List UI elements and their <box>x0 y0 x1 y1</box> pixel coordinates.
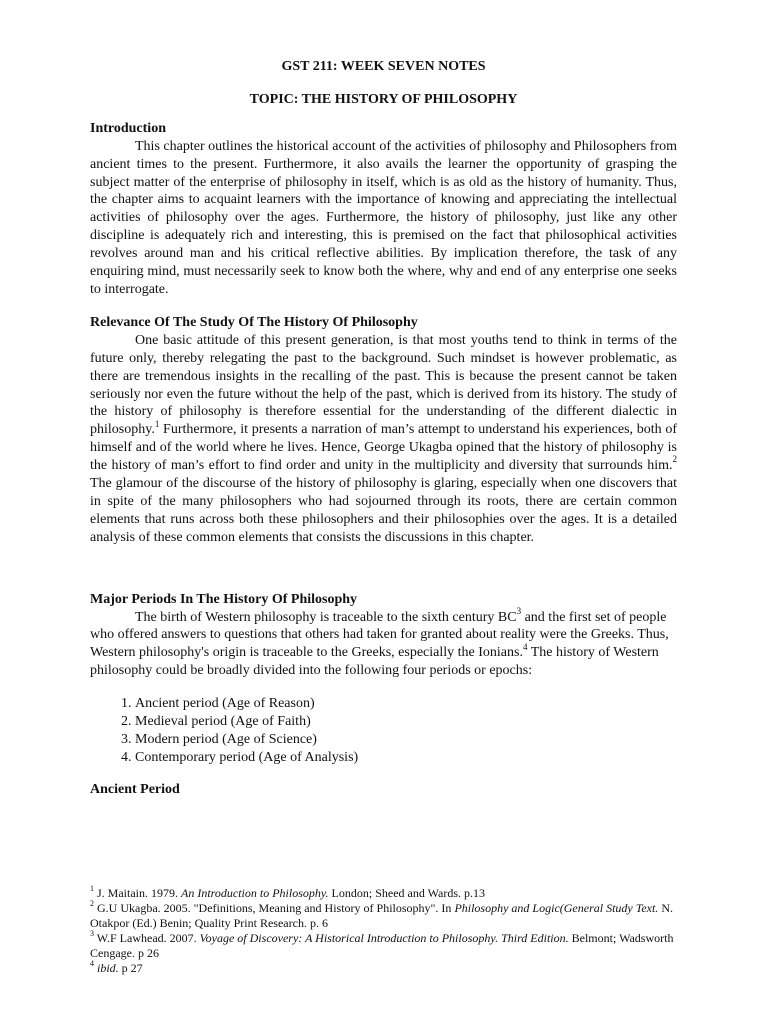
footnote-ref-1[interactable]: 1 <box>154 418 160 429</box>
footnote-ref-2[interactable]: 2 <box>672 454 677 465</box>
course-title: GST 211: WEEK SEVEN NOTES <box>281 59 486 74</box>
footnote-number: 3 <box>90 929 94 938</box>
introduction-heading: Introduction <box>90 120 166 136</box>
footnote-1 <box>90 886 677 901</box>
ancient-period-heading: Ancient Period <box>90 781 180 797</box>
relevance-text-3: The glamour of the discourse of the history of philosophy is glaring, especially when one discovers that in spite of the many philosophers who had sojourned through its roots, there are certain common elements that runs across both these philosophers and their philosophies over the ages. It is a detailed analysis of these common elements that consists the discussions in this chapter. <box>90 476 677 545</box>
major-periods-text-1: The birth of Western philosophy is traceable to the sixth century BC <box>135 609 517 625</box>
footnote-number: 1 <box>90 884 94 893</box>
list-item: 1. Ancient period (Age of Reason) <box>135 695 677 713</box>
major-periods-paragraph <box>90 605 677 681</box>
list-item: 4. Contemporary period (Age of Analysis) <box>135 749 677 767</box>
relevance-text-1: One basic attitude of this present generation, is that most youths tend to think in terms of the future only, thereby relegating the past to the background. Such mindset is however problematic, as there are tremendous insights in the recalling of the past. This is because the present cannot be taken seriously nor even the future without the help of the past, which is derived from its history. The study of the history of philosophy is therefore essential for the understanding of the different dialectic in philosophy. <box>90 332 677 438</box>
footnote-text: W.F Lawhead. 2007. <box>94 931 200 945</box>
footnote-text: J. Maitain. 1979. <box>94 886 181 900</box>
footnote-title: ibid. <box>97 961 119 975</box>
footnote-text: London; Sheed and Wards. p.13 <box>328 886 486 900</box>
footnote-text: N. Otakpor (Ed.) Benin; Quality Print Research. p. 6 <box>90 901 673 930</box>
list-item: 3. Modern period (Age of Science) <box>135 731 677 749</box>
list-item: 2. Medieval period (Age of Faith) <box>135 713 677 731</box>
major-periods-heading: Major Periods In The History Of Philosophy <box>90 591 358 607</box>
major-periods-text-2: and the first set of people who offered answers to questions that others had taken for granted about reality were the Greeks. Thus, Western philosophy's origin is traceable to the Greeks, especially the Ionians. <box>90 609 669 661</box>
footnote-4 <box>90 961 677 976</box>
footnote-3 <box>90 931 677 961</box>
footnote-text: Belmont; Wadsworth Cengage. p 26 <box>90 931 674 960</box>
periods-list <box>90 695 677 767</box>
footnote-title: Philosophy and Logic(General Study Text. <box>454 901 659 915</box>
footnote-title: Voyage of Discovery: A Historical Introduction to Philosophy. Third Edition. <box>199 931 569 945</box>
footnote-2 <box>90 901 677 931</box>
document-page <box>90 58 677 799</box>
topic-title: TOPIC: THE HISTORY OF PHILOSOPHY <box>249 91 518 107</box>
footnote-number: 2 <box>90 899 94 908</box>
relevance-paragraph <box>90 332 677 547</box>
footnote-number: 4 <box>90 959 94 968</box>
footnote-ref-4[interactable]: 4 <box>522 641 528 652</box>
major-periods-text-3: The history of Western philosophy could be broadly divided into the following four periods or epochs: <box>90 645 659 679</box>
introduction-paragraph: This chapter outlines the historical account of the activities of philosophy and Philosophers from ancient times to the present. Furthermore, it also avails the learner the opportunity of grasping the subject matter of the enterprise of philosophy in itself, which is as old as the history of humanity. Thus, the chapter aims to acquaint learners with the importance of knowing and appreciating the intellectual activities of philosophy over the ages. Furthermore, the history of philosophy, just like any other discipline is adequately rich and interesting, this is premised on the fact that philosophical activities revolves around man and his critical reflective abilities. By implication therefore, the task of any enquiring mind, must necessarily seek to know both the where, why and end of any enterprise one seeks to interrogate. <box>90 138 677 297</box>
relevance-text-2: Furthermore, it presents a narration of man’s attempt to understand his experiences, both of himself and of the world where he lives. Hence, George Ukagba opined that the history of philosophy is the history of man’s effort to find order and unity in the multiplicity and diversity that surrounds him. <box>90 422 677 474</box>
footnote-ref-3[interactable]: 3 <box>516 605 522 616</box>
footnote-title: An Introduction to Philosophy. <box>181 886 329 900</box>
relevance-heading: Relevance Of The Study Of The History Of Philosophy <box>90 314 418 330</box>
footnote-text: p 27 <box>118 961 143 975</box>
footnote-text: G.U Ukagba. 2005. "Definitions, Meaning and History of Philosophy". In <box>94 901 455 915</box>
footnotes-section <box>90 886 677 976</box>
